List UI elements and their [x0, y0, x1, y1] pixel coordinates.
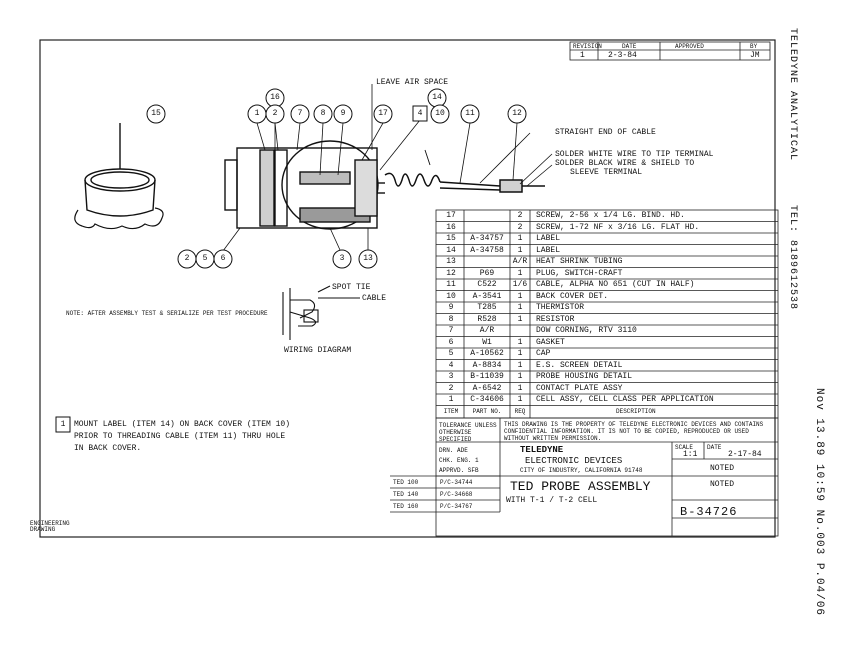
bom-item: 15 [446, 234, 456, 243]
bom-part: A-34757 [470, 234, 504, 243]
signature-row-2: CHK. ENG. 1 [439, 457, 479, 464]
callout-solder-white: SOLDER WHITE WIRE TO TIP TERMINAL [555, 150, 714, 159]
bom-part: R528 [477, 314, 497, 324]
drawing-number: B-34726 [680, 505, 738, 519]
proprietary-notice: THIS DRAWING IS THE PROPERTY OF TELEDYNE ELECTRONIC DEVICES AND CONTAINS CONFIDENTIAL INFORMATION. IT IS NOT TO BE COPIED, REPRODUCED OR USED WITHOUT WRITTEN PERMISSION. [504, 421, 764, 442]
bom-qty: 2 [517, 222, 523, 232]
bom-header-qty: REQ [514, 407, 526, 415]
bom-qty: 1 [517, 337, 523, 347]
bom-item: 7 [448, 326, 454, 335]
bom-row-11 [436, 279, 778, 291]
bom-row-13 [436, 256, 778, 268]
bom-qty: 1 [517, 349, 523, 358]
bom-qty: 1 [517, 395, 523, 404]
bom-row-10 [436, 291, 778, 303]
bom-part: B-11039 [470, 372, 504, 381]
revision-header-approved: APPROVED [675, 43, 704, 50]
bom-item: 9 [448, 303, 454, 312]
balloon-9: 9 [340, 109, 346, 118]
bom-item: 12 [446, 268, 456, 278]
company-division: ELECTRONIC DEVICES [525, 456, 623, 466]
bom-desc: PROBE HOUSING DETAIL [536, 372, 633, 381]
mount-note-line1: MOUNT LABEL (ITEM 14) ON BACK COVER (ITEM 10) [74, 420, 291, 429]
bom-header-row [436, 406, 778, 418]
balloon-8: 8 [320, 109, 326, 118]
scale-label: SCALE [675, 444, 694, 451]
bom-item: 8 [448, 314, 454, 324]
noted-1: NOTED [710, 464, 735, 473]
fax-telephone: TEL: 8189612538 [787, 205, 798, 311]
balloon-6: 6 [220, 254, 226, 263]
revision-number: 1 [580, 51, 585, 60]
bom-qty: 1 [517, 303, 523, 312]
bom-part: A-10562 [470, 349, 504, 358]
balloon-1: 1 [254, 109, 260, 118]
bom-item: 3 [448, 372, 454, 381]
bom-item: 4 [448, 360, 454, 370]
bom-row-14 [436, 245, 778, 257]
bom-row-1 [436, 394, 778, 406]
variant-part-2: P/C-34668 [440, 491, 473, 498]
balloon-11: 11 [465, 109, 475, 118]
variant-label-3: TED 160 [393, 503, 419, 510]
bom-desc: DOW CORNING, RTV 3110 [536, 326, 637, 335]
bom-part: A-6542 [472, 383, 502, 393]
drawing-subtitle: WITH T-1 / T-2 CELL [506, 496, 598, 505]
bom-qty: A/R [512, 257, 528, 266]
cable-assembly-drawing [385, 150, 545, 192]
company-logo-text: TELEDYNE [520, 445, 564, 455]
bom-row-4 [436, 360, 778, 372]
corner-stamp: ENGINEERING DRAWING [30, 520, 70, 533]
bom-item: 10 [446, 291, 456, 301]
bom-qty: 1/6 [512, 280, 528, 289]
bom-desc: HEAT SHRINK TUBING [536, 257, 623, 266]
bom-desc: PLUG, SWITCH-CRAFT [536, 268, 623, 278]
bom-desc: E.S. SCREEN DETAIL [536, 360, 623, 370]
bom-row-3 [436, 371, 778, 383]
bom-part: C-34606 [470, 395, 504, 404]
bom-part: P69 [479, 268, 495, 278]
bom-item: 17 [446, 211, 456, 220]
balloon-5: 5 [202, 254, 208, 263]
bom-desc: BACK COVER DET. [536, 291, 609, 301]
bom-qty: 1 [517, 291, 523, 301]
bom-item: 16 [446, 222, 456, 232]
revision-header-by: BY [750, 43, 758, 50]
bom-row-9 [436, 302, 778, 314]
bom-row-6 [436, 337, 778, 349]
drawing-title: TED PROBE ASSEMBLY [510, 479, 651, 494]
date-value: 2-17-84 [728, 450, 762, 459]
bom-row-5 [436, 348, 778, 360]
callout-straight-end: STRAIGHT END OF CABLE [555, 128, 656, 137]
bom-desc: CABLE, ALPHA NO 651 (CUT IN HALF) [536, 280, 695, 289]
bom-part: A-34758 [470, 245, 504, 255]
bom-qty: 1 [517, 372, 523, 381]
bom-item: 1 [448, 395, 454, 404]
balloon-14: 14 [432, 93, 442, 102]
bom-header-item: ITEM [443, 407, 459, 415]
bom-row-7 [436, 325, 778, 337]
bom-part: C522 [477, 280, 497, 289]
bom-desc: THERMISTOR [536, 303, 585, 312]
balloon-12: 12 [512, 109, 522, 118]
bom-item: 2 [448, 383, 454, 393]
balloon-16: 16 [270, 93, 280, 102]
bom-qty: 1 [517, 360, 523, 370]
bom-part: A-3541 [472, 291, 502, 301]
revision-date: 2-3-84 [608, 51, 637, 60]
balloon-2: 2 [272, 109, 278, 118]
callout-solder-black: SOLDER BLACK WIRE & SHIELD TO [555, 159, 695, 168]
revision-by: JM [750, 51, 760, 60]
bom-part: A/R [479, 326, 495, 335]
boxed-balloons [56, 105, 449, 432]
fax-company: TELEDYNE ANALYTICAL [787, 28, 798, 162]
bom-qty: 1 [517, 268, 523, 278]
balloon-17: 17 [378, 109, 388, 118]
bom-part: T285 [477, 303, 497, 312]
bom-row-17 [436, 210, 778, 222]
bom-item: 13 [446, 257, 456, 266]
mount-note-number: 1 [60, 420, 66, 429]
bom-item: 14 [446, 245, 456, 255]
bom-desc: RESISTOR [536, 314, 575, 324]
bom-qty: 1 [517, 234, 523, 243]
bom-item: 11 [446, 280, 456, 289]
bom-part: A-8834 [472, 360, 502, 370]
balloon-3: 3 [339, 254, 345, 263]
bom-header-part: PART NO. [472, 407, 502, 415]
label-ring-drawing [75, 123, 163, 229]
mount-note-line3: IN BACK COVER. [74, 444, 142, 453]
noted-2: NOTED [710, 480, 735, 489]
bom-row-12 [436, 268, 778, 280]
boxed-balloon-4: 4 [417, 109, 423, 118]
signature-row-1: DRN. ADE [439, 447, 468, 454]
date-label: DATE [707, 444, 722, 451]
bom-desc: SCREW, 2-56 x 1/4 LG. BIND. HD. [536, 211, 685, 220]
bom-qty: 1 [517, 245, 523, 255]
bom-desc: CONTACT PLATE ASSY [536, 383, 623, 393]
probe-housing-drawing [225, 141, 385, 229]
revision-header-rev: REVISION [573, 43, 602, 50]
wiring-spot-tie: SPOT TIE [332, 283, 371, 292]
callout-sleeve: SLEEVE TERMINAL [570, 168, 643, 177]
bom-desc: SCREW, 1-72 NF x 3/16 LG. FLAT HD. [536, 222, 700, 232]
bom-item: 6 [448, 337, 454, 347]
callout-leave-air-space: LEAVE AIR SPACE [376, 78, 449, 87]
variant-part-1: P/C-34744 [440, 479, 473, 486]
bom-desc: CAP [536, 349, 551, 358]
mount-note-line2: PRIOR TO THREADING CABLE (ITEM 11) THRU HOLE [74, 432, 286, 441]
bom-qty: 1 [517, 314, 523, 324]
company-city: CITY OF INDUSTRY, CALIFORNIA 91748 [520, 467, 643, 474]
revision-header-date: DATE [622, 43, 637, 50]
bom-desc: GASKET [536, 337, 565, 347]
bom-desc: LABEL [536, 245, 561, 255]
wiring-note: NOTE: AFTER ASSEMBLY TEST & SERIALIZE PER TEST PROCEDURE [66, 310, 268, 317]
tolerance-note: TOLERANCE UNLESS OTHERWISE SPECIFIED [439, 422, 497, 443]
balloon-7: 7 [297, 109, 303, 118]
balloon-13: 13 [363, 254, 373, 263]
scale-value: 1:1 [683, 450, 698, 459]
bom-qty: 1 [517, 383, 523, 393]
variant-label-2: TED 140 [393, 491, 419, 498]
fax-timestamp: Nov 13.89 10:59 No.003 P.04/06 [813, 388, 825, 617]
bom-row-2 [436, 383, 778, 395]
bom-qty: 2 [517, 211, 523, 220]
variant-label-1: TED 100 [393, 479, 419, 486]
balloon-15: 15 [151, 109, 161, 118]
signature-row-3: APPRVD. SFB [439, 467, 479, 474]
wiring-diagram-title: WIRING DIAGRAM [284, 346, 352, 355]
wiring-diagram-sketch [283, 286, 360, 340]
bom-part: W1 [482, 337, 492, 347]
bom-row-15 [436, 233, 778, 245]
wiring-cable: CABLE [362, 294, 387, 303]
bom-row-16 [436, 222, 778, 234]
bom-desc: CELL ASSY, CELL CLASS PER APPLICATION [536, 395, 714, 404]
boxed-balloon-10: 10 [435, 109, 445, 118]
bom-desc: LABEL [536, 234, 561, 243]
balloon-2-lower: 2 [184, 254, 190, 263]
variant-part-3: P/C-34767 [440, 503, 473, 510]
bom-row-8 [436, 314, 778, 326]
bom-header-desc: DESCRIPTION [616, 407, 656, 415]
bom-item: 5 [448, 349, 454, 358]
